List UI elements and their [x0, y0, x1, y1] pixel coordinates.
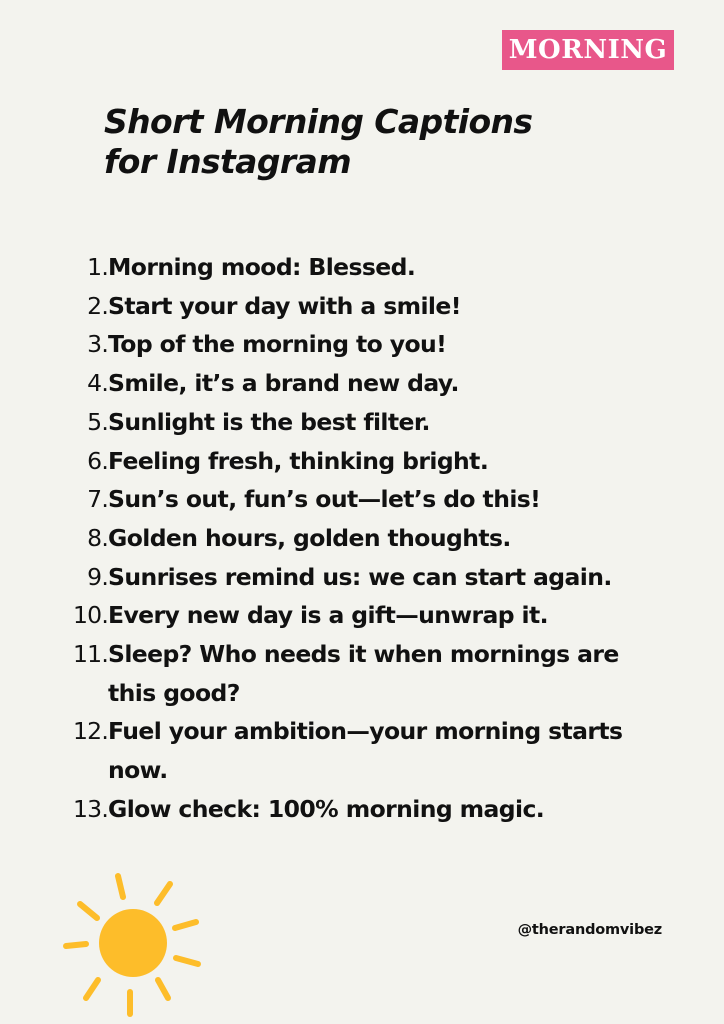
item-text: Feeling fresh, thinking bright. — [108, 446, 489, 475]
list-item — [62, 519, 662, 558]
item-text: Fuel your ambition—your morning starts now. — [108, 717, 623, 785]
item-number: 3. — [87, 330, 108, 359]
list-item — [62, 480, 662, 519]
item-number: 1. — [87, 253, 108, 281]
item-number: 13. — [73, 794, 108, 823]
item-text: Smile, it’s a brand new day. — [108, 369, 459, 398]
item-number: 2. — [87, 291, 108, 320]
item-text: Start your day with a smile! — [108, 291, 461, 320]
item-number: 9. — [87, 562, 108, 591]
list-item — [62, 712, 662, 789]
list-item — [62, 287, 662, 326]
item-number: 5. — [87, 407, 108, 436]
item-text: Sleep? Who needs it when mornings are this good? — [108, 640, 619, 707]
item-text: Glow check: 100% morning magic. — [108, 794, 545, 823]
title-line-1: Short Morning Captions — [104, 102, 533, 141]
page-title — [104, 102, 624, 182]
author-handle: @therandomvibez — [517, 922, 662, 938]
item-text: Sunrises remind us: we can start again. — [108, 562, 612, 591]
item-number: 4. — [87, 369, 108, 398]
caption-list — [62, 248, 662, 829]
item-number: 10. — [73, 601, 108, 630]
item-text: Sun’s out, fun’s out—let’s do this! — [108, 485, 541, 514]
list-item — [62, 596, 662, 635]
item-text: Every new day is a gift—unwrap it. — [108, 601, 548, 630]
item-text: Golden hours, golden thoughts. — [108, 523, 511, 552]
list-item — [62, 558, 662, 597]
item-text: Sunlight is the best filter. — [108, 407, 430, 436]
item-number: 7. — [87, 485, 108, 514]
list-item — [62, 790, 662, 829]
title-line-2: for Instagram — [104, 142, 351, 181]
item-text: Morning mood: Blessed. — [108, 253, 416, 281]
item-number: 8. — [87, 523, 108, 552]
item-number: 11. — [73, 640, 108, 669]
item-number: 6. — [87, 446, 108, 475]
list-item — [62, 403, 662, 442]
item-text: Top of the morning to you! — [108, 330, 447, 359]
list-item — [62, 248, 662, 287]
sun-icon — [56, 870, 216, 1020]
list-item — [62, 442, 662, 481]
item-number: 12. — [73, 717, 108, 746]
list-item — [62, 325, 662, 364]
morning-badge: MORNING — [502, 30, 674, 70]
list-item — [62, 635, 662, 712]
list-item — [62, 364, 662, 403]
